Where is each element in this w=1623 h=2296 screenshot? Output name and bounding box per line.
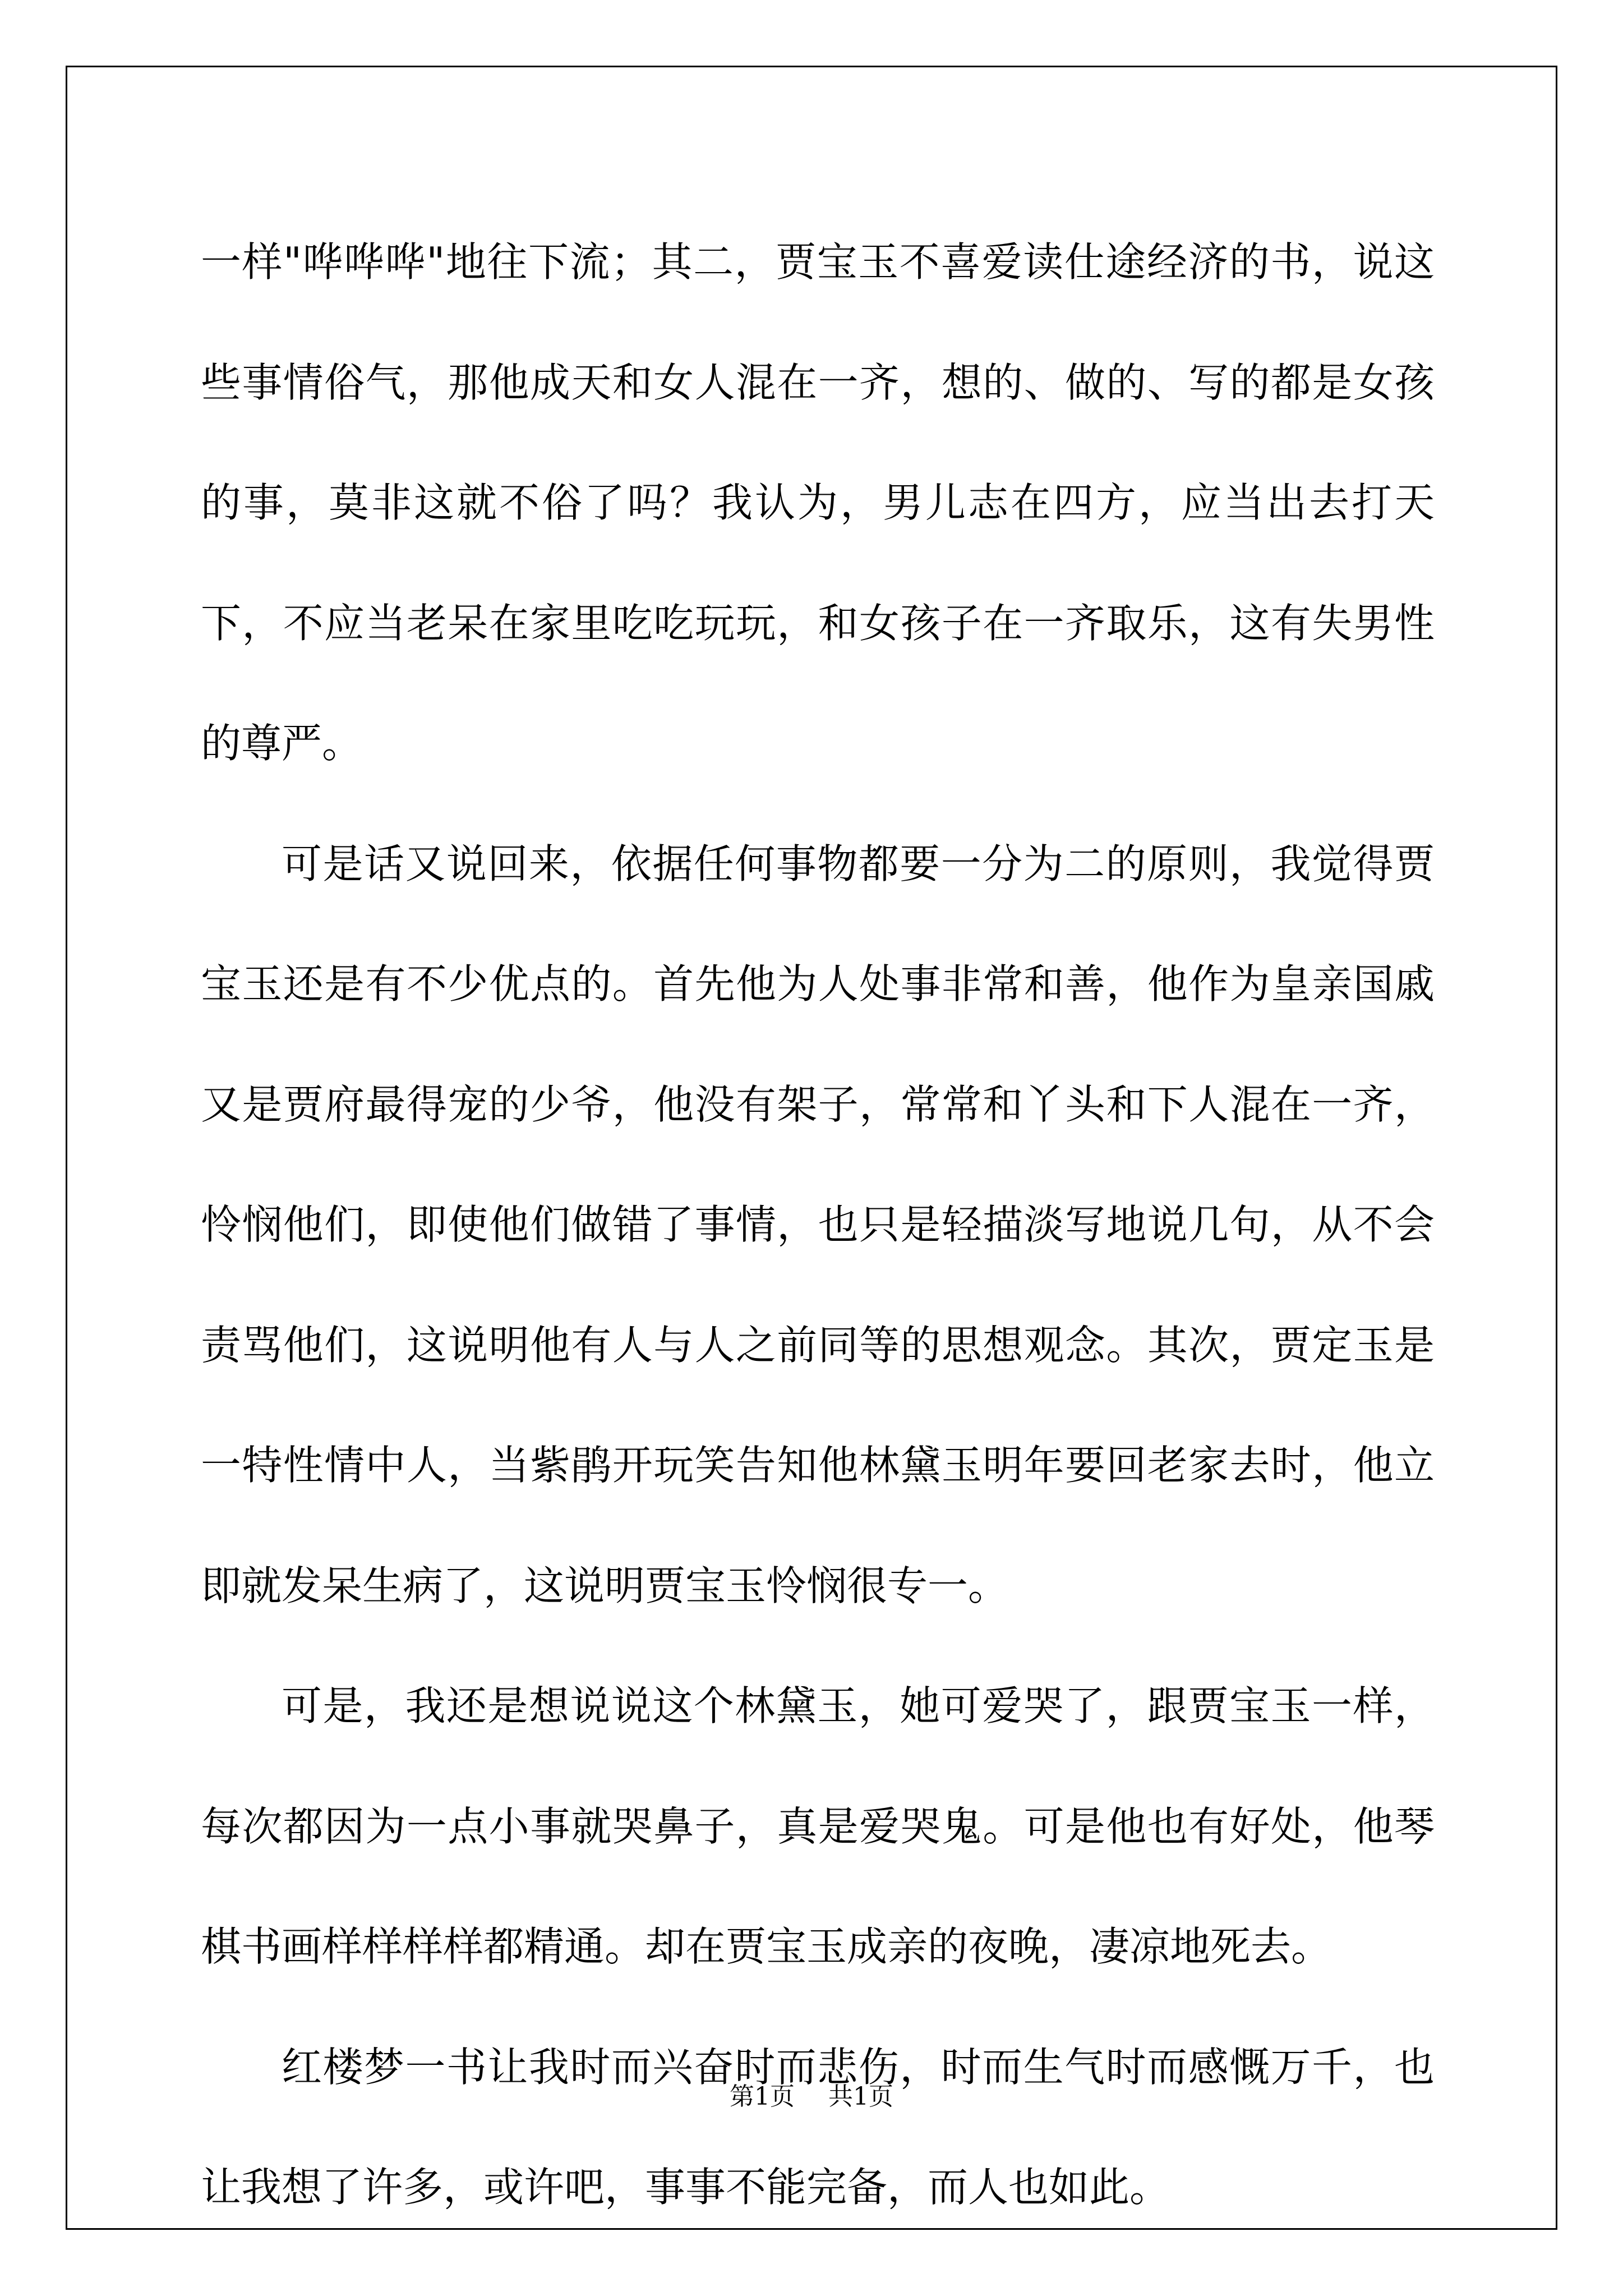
page-number-current: 第1页 [730, 2082, 795, 2111]
paragraph-1: 一样"哗哗哗"地往下流；其二，贾宝玉不喜爱读仕途经济的书，说这些事情俗气，那他成天和女人混在一齐，想的、做的、写的都是女孩的事，莫非这就不俗了吗？我认为，男儿志在四方，应当出去打天下，不应当老呆在家里吃吃玩玩，和女孩子在一齐取乐，这有失男性的尊严。 [201, 238, 1435, 767]
paragraph-3: 可是，我还是想说说这个林黛玉，她可爱哭了，跟贾宝玉一样，每次都因为一点小事就哭鼻子，真是爱哭鬼。可是他也有好处，他琴棋书画样样样样都精通。却在贾宝玉成亲的夜晚，凄凉地死去。 [201, 1682, 1435, 1970]
page-number-total: 共1页 [828, 2082, 893, 2111]
paragraph-4: 红楼梦一书让我时而兴奋时而悲伤，时而生气时而感慨万千，也让我想了许多，或许吧，事事不能完备，而人也如此。 [201, 2043, 1435, 2211]
page-footer [0, 2080, 1623, 2114]
paragraph-2: 可是话又说回来，依据任何事物都要一分为二的原则，我觉得贾宝玉还是有不少优点的。首先他为人处事非常和善，他作为皇亲国戚又是贾府最得宠的少爷，他没有架子，常常和丫头和下人混在一齐，怜悯他们，即使他们做错了事情，也只是轻描淡写地说几句，从不会责骂他们，这说明他有人与人之前同等的思想观念。其次，贾定玉是一特性情中人，当紫鹃开玩笑告知他林黛玉明年要回老家去时，他立即就发呆生病了，这说明贾宝玉怜悯很专一。 [201, 840, 1435, 1609]
document-body [201, 202, 1435, 2248]
